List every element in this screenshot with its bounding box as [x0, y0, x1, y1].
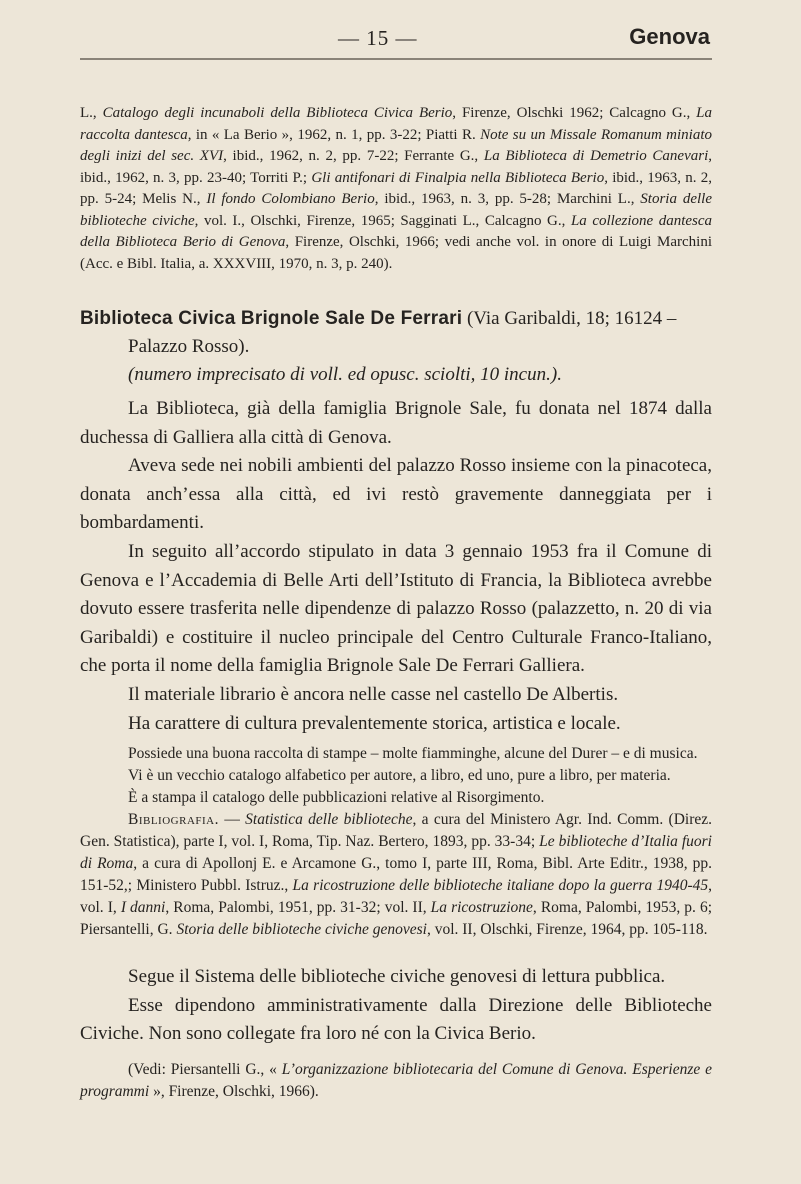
closing-paragraph: Segue il Sistema delle biblioteche civiche genovesi di lettura pubblica.: [128, 966, 666, 988]
library-entry: [80, 305, 712, 1103]
page-header: [80, 20, 712, 60]
small-paragraph: Possiede una buona raccolta di stampe – molte fiamminghe, alcune del Durer – e di musica.: [128, 745, 698, 763]
closing-paragraph: Esse dipendono amministrativamente dalla Direzione delle Biblioteche Civiche. Non sono collegate fra loro né con la Civica Berio.: [80, 994, 712, 1045]
body-paragraph: Ha carattere di cultura prevalentemente storica, artistica e locale.: [128, 712, 621, 734]
see-also-reference: (Vedi: Piersantelli G., « L’organizzazione bibliotecaria del Comune di Genova. Esperienze e programmi », Firenze, Olschki, 1966).: [80, 1060, 712, 1100]
library-name: Biblioteca Civica Brignole Sale De Ferrari: [80, 308, 463, 329]
small-paragraph: È a stampa il catalogo delle pubblicazioni relative al Risorgimento.: [128, 789, 545, 807]
body-paragraph: In seguito all’accordo stipulato in data 3 gennaio 1953 fra il Comune di Genova e l’Accademia di Belle Arti dell’Istituto di Francia, la Biblioteca avrebbe dovuto essere trasferita nelle dipendenze di palazzo Rosso (palazzetto, n. 20 di via Garibaldi) e costituire il nucleo principale del Centro Culturale Franco-Italiano, che porta il nome della famiglia Brignole Sale De Ferrari Galliera.: [80, 540, 712, 677]
bibliography-text: — Statistica delle biblioteche, a cura del Ministero Agr. Ind. Comm. (Direz. Gen. Statistica), parte I, vol. I, Roma, Tip. Naz. Bertero, 1893, pp. 33-34; Le biblioteche d’Italia fuori di Roma, a cura di Apollonj E. e Arcamone G., tomo I, parte III, Roma, Bibl. Arte Editr., 1938, pp. 151-52,; Ministero Pubbl. Istruz., La ricostruzione delle biblioteche italiane dopo la guerra 1940-45, vol. I, I danni, Roma, Palombi, 1951, pp. 31-32; vol. II, La ricostruzione, Roma, Palombi, 1953, p. 6; Piersantelli, G. Storia delle biblioteche civiche genovesi, vol. II, Olschki, Firenze, 1964, pp. 105-118.: [80, 811, 713, 939]
body-paragraph: Aveva sede nei nobili ambienti del palazzo Rosso insieme con la pinacoteca, donata anch’essa alla città, ed ivi restò gravemente danneggiata per i bombardamenti.: [80, 455, 712, 534]
bibliography-paragraph: [80, 809, 712, 941]
entry-heading: [80, 305, 712, 361]
body-paragraph: La Biblioteca, già della famiglia Brignole Sale, fu donata nel 1874 dalla duchessa di Galliera alla città di Genova.: [80, 398, 712, 448]
library-address: (Via Garibaldi, 18; 16124 – Palazzo Rosso).: [128, 308, 677, 357]
holdings-note: (numero imprecisato di voll. ed opusc. sciolti, 10 incun.).: [128, 364, 562, 385]
running-title: Genova: [629, 24, 710, 49]
bibliography-label: Bibliografia.: [128, 811, 219, 829]
bibliography-continuation: L., Catalogo degli incunaboli della Biblioteca Civica Berio, Firenze, Olschki 1962; Calcagno G., La raccolta dantesca, in « La Berio », 1962, n. 1, pp. 3-22; Piatti R. Note su un Missale Romanum miniato degli inizi del sec. XVI, ibid., 1962, n. 2, pp. 7-22; Ferrante G., La Biblioteca di Demetrio Canevari, ibid., 1962, n. 3, pp. 23-40; Torriti P.; Gli antifonari di Finalpia nella Biblioteca Berio, ibid., 1963, n. 2, pp. 5-24; Melis N., Il fondo Colombiano Berio, ibid., 1963, n. 3, pp. 5-28; Marchini L., Storia delle biblioteche civiche, vol. I., Olschki, Firenze, 1965; Sagginati L., Calcagno G., La collezione dantesca della Biblioteca Berio di Genova, Firenze, Olschki, 1966; vedi anche vol. in onore di Luigi Marchini (Acc. e Bibl. Italia, a. XXXVIII, 1970, n. 3, p. 240).: [80, 105, 713, 272]
body-paragraph: Il materiale librario è ancora nelle casse nel castello De Albertis.: [128, 683, 619, 705]
page-number: — 15 —: [338, 26, 418, 50]
small-paragraph: Vi è un vecchio catalogo alfabetico per autore, a libro, ed uno, pure a libro, per materia.: [128, 767, 671, 785]
